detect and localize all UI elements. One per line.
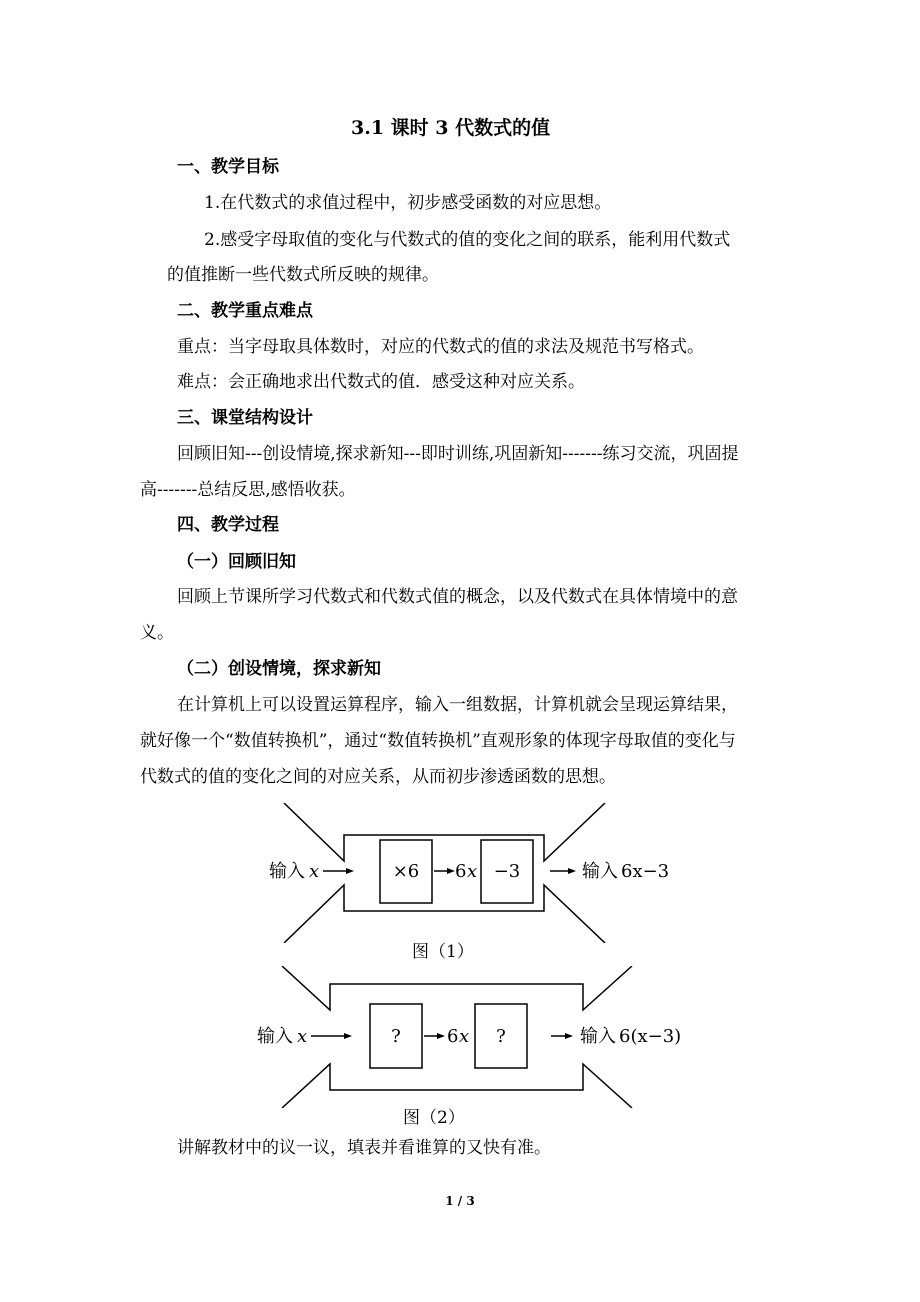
input-label: 输入 bbox=[257, 1026, 293, 1047]
paragraph: 就好像一个“数值转换机”，通过“数值转换机”直观形象的体现字母取值的变化与 bbox=[140, 731, 736, 751]
intermediate-variable: x bbox=[467, 861, 478, 882]
paragraph: 的值推断一些代数式所反映的规律。 bbox=[167, 265, 439, 285]
figure-1-caption: 图（1） bbox=[412, 942, 474, 962]
unknown-box-1-label: ? bbox=[391, 1026, 401, 1047]
paragraph: 代数式的值的变化之间的对应关系，从而初步渗透函数的思想。 bbox=[140, 767, 616, 787]
subtract-box-label: −3 bbox=[493, 861, 521, 882]
output-label: 输入 bbox=[580, 1026, 616, 1047]
paragraph: 讲解教材中的议一议，填表并看谁算的又快有准。 bbox=[177, 1138, 551, 1158]
intermediate-number: 6 bbox=[447, 1026, 459, 1047]
paragraph: 2.感受字母取值的变化与代数式的值的变化之间的联系，能利用代数式 bbox=[204, 230, 731, 250]
figure-1-number-machine bbox=[255, 803, 695, 943]
paragraph: 在计算机上可以设置运算程序，输入一组数据，计算机就会呈现运算结果， bbox=[177, 695, 738, 715]
paragraph: 回顾上节课所学习代数式和代数式值的概念，以及代数式在具体情境中的意 bbox=[177, 587, 738, 607]
subsection-heading-scenario: （二）创设情境，探求新知 bbox=[177, 659, 381, 679]
figure-2-number-machine bbox=[255, 966, 695, 1108]
subsection-heading-review: （一）回顾旧知 bbox=[177, 552, 296, 572]
multiply-box-label: ×6 bbox=[392, 861, 420, 882]
output-label: 输入 bbox=[582, 861, 618, 882]
output-expression: 6x−3 bbox=[621, 861, 670, 882]
paragraph: 回顾旧知---创设情境,探求新知---即时训练,巩固新知-------练习交流，巩固提 bbox=[177, 444, 739, 464]
intermediate-number: 6 bbox=[455, 861, 467, 882]
intermediate-variable: x bbox=[459, 1026, 470, 1047]
figure-2-caption: 图（2） bbox=[403, 1108, 465, 1128]
paragraph: 义。 bbox=[140, 623, 174, 643]
section-heading-goals: 一、教学目标 bbox=[177, 157, 279, 177]
section-heading-process: 四、教学过程 bbox=[177, 515, 279, 535]
section-heading-key-points: 二、教学重点难点 bbox=[177, 301, 313, 321]
input-label: 输入 bbox=[269, 861, 305, 882]
paragraph: 重点：当字母取具体数时，对应的代数式的值的求法及规范书写格式。 bbox=[177, 337, 704, 357]
section-heading-structure: 三、课堂结构设计 bbox=[177, 408, 313, 428]
input-variable: x bbox=[297, 1026, 308, 1047]
paragraph: 1.在代数式的求值过程中，初步感受函数的对应思想。 bbox=[204, 193, 612, 213]
unknown-box-2-label: ? bbox=[496, 1026, 506, 1047]
output-expression: 6(x−3) bbox=[619, 1026, 682, 1047]
paragraph: 难点：会正确地求出代数式的值．感受这种对应关系。 bbox=[177, 372, 585, 392]
paragraph: 高-------总结反思,感悟收获。 bbox=[140, 480, 356, 500]
page-title: 3.1 课时 3 代数式的值 bbox=[351, 117, 551, 139]
input-variable: x bbox=[309, 861, 320, 882]
page-number: 1 / 3 bbox=[445, 1194, 475, 1208]
